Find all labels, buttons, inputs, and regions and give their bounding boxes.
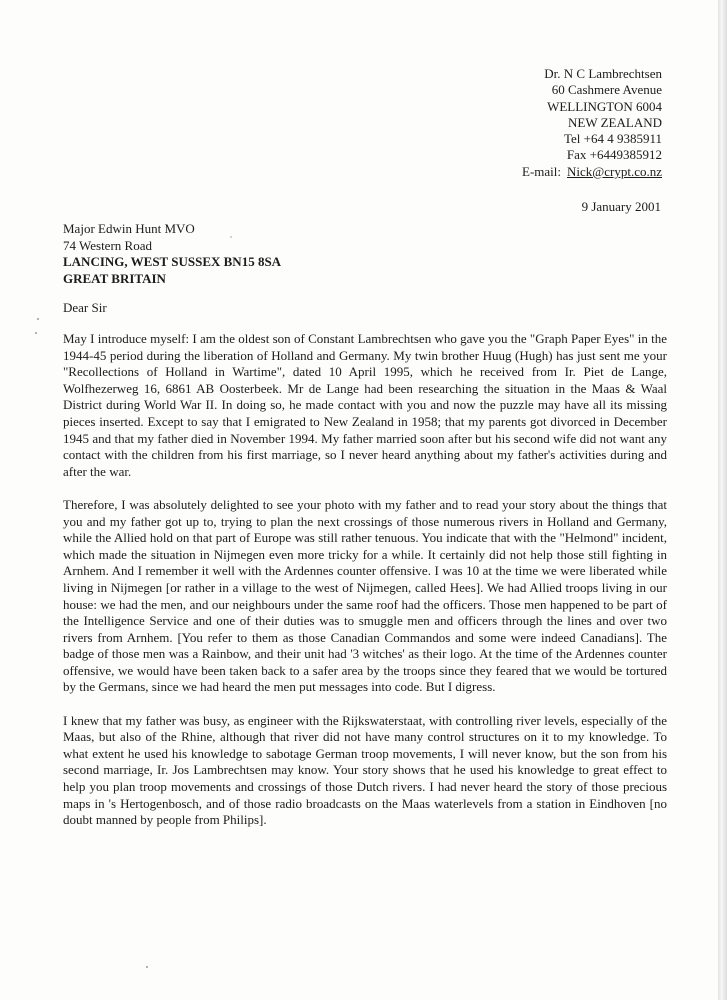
sender-email-line — [522, 164, 662, 180]
sender-name: Dr. N C Lambrechtsen — [544, 66, 662, 81]
scan-speck — [35, 332, 37, 334]
scan-speck — [230, 236, 232, 238]
email-label: E-mail: — [522, 163, 561, 179]
recipient-town: LANCING, WEST SUSSEX BN15 8SA — [63, 254, 282, 269]
body-paragraph-1: May I introduce myself: I am the oldest son of Constant Lambrechtsen who gave you the "Graph Paper Eyes" in the 1944-45 period during the liberation of Holland and Germany. My twin brother Huug (Hugh) has just sent me your "Recollections of Holland in Wartime", dated 10 April 1995, which he received from Ir. Piet de Lange, Wolfhezerweg 16, 6861 AB Oosterbeek. Mr de Lange had been researching the situation in the Maas & Waal District during World War II. In doing so, he made contact with you and now the puzzle may have all its missing pieces inserted. Except to say that I emigrated to New Zealand in 1958; that my parents got divorced in December 1945 and that my father died in November 1994. My father married soon after but his second wife did not want any contact with the children from his first marriage, so I never heard anything about my father's activities during and after the war. — [63, 331, 667, 479]
recipient-name: Major Edwin Hunt MVO — [63, 221, 195, 236]
sender-city: WELLINGTON 6004 — [547, 98, 662, 114]
scan-page-edge — [718, 0, 727, 1000]
salutation: Dear Sir — [63, 300, 107, 315]
sender-fax: Fax +6449385912 — [566, 147, 662, 163]
sender-street: 60 Cashmere Avenue — [551, 82, 662, 98]
letter-date: 9 January 2001 — [581, 199, 661, 214]
recipient-street: 74 Western Road — [63, 237, 152, 253]
letter-body — [63, 331, 667, 845]
sender-address-block — [522, 66, 662, 180]
email-link[interactable]: Nick@crypt.co.nz — [567, 163, 662, 179]
scan-speck — [37, 318, 39, 320]
sender-country: NEW ZEALAND — [568, 114, 662, 130]
body-paragraph-2: Therefore, I was absolutely delighted to see your photo with my father and to read your story about the things that you and my father got up to, trying to plan the next crossings of those numerous rivers in Holland and Germany, while the Allied hold on that part of Europe was still rather tenuous. You indicate that with the "Helmond" incident, which made the situation in Nijmegen even more tricky for a while. It certainly did not help those still fighting in Arnhem. And I remember it well with the Ardennes counter offensive. I was 10 at the time we were liberated while living in Nijmegen [or rather in a village to the west of Nijmegen, called Hees]. We had Allied troops living in our house: we had the men, and our neighbours under the same roof had the officers. Those men happened to be part of the Intelligence Service and one of their duties was to smuggle men and officers through the lines and over two rivers from Arnhem. [You refer to them as those Canadian Commandos and some were indeed Canadians]. The badge of those men was a Rainbow, and their unit had '3 witches' as their logo. At the time of the Ardennes counter offensive, we would have been taken back to a safer area by the troops since they feared that we would be tortured by the Germans, since we had heard the men put messages into code. But I digress. — [63, 496, 667, 695]
recipient-country: GREAT BRITAIN — [63, 270, 166, 286]
recipient-address-block — [63, 221, 281, 287]
scan-speck — [146, 966, 148, 968]
body-paragraph-3: I knew that my father was busy, as engineer with the Rijkswaterstaat, with controlling river levels, especially of the Maas, but also of the Rhine, although that river did not have many control structures on it to my knowledge. To what extent he used his knowledge to sabotage German troop movements, I will never know, but the son from his second marriage, Ir. Jos Lambrechtsen may know. Your story shows that he used his knowledge to great effect to help you plan troop movements and crossings of those Dutch rivers. I had never heard the story of those precious maps in 's Hertogenbosch, and of those radio broadcasts on the Maas waterlevels from a station in Eindhoven [no doubt manned by people from Philips]. — [63, 712, 667, 828]
sender-telephone: Tel +64 4 9385911 — [563, 131, 662, 147]
